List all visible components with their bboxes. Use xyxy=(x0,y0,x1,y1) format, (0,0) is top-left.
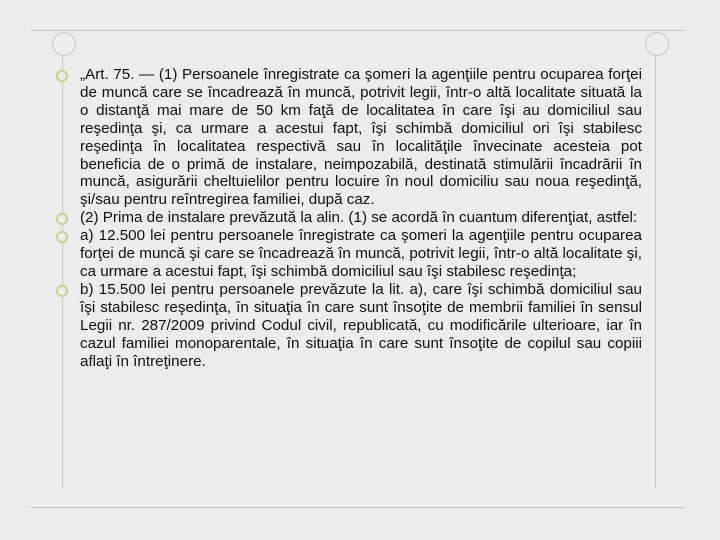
paragraph-text: b) 15.500 lei pentru persoanele prevăzute la lit. a), care îşi schimbă domiciliul sau îşi stabilesc reşedinţa, în situaţia în care sunt însoţite de membrii familiei în sensul Legii nr. 287/2009 privind Codul civil, republicată, cu modificările ulterioare, iar în cazul familiei monoparentale, în situaţia în care sunt însoţite de copilul sau copiii aflaţi în întreţinere. xyxy=(80,280,642,370)
article-content xyxy=(80,66,642,370)
paragraph-item-b xyxy=(80,281,642,371)
frame-right-edge xyxy=(655,48,656,488)
paragraph-article-75-1 xyxy=(80,66,642,209)
corner-circle-top-right xyxy=(645,32,669,56)
corner-circle-top-left xyxy=(52,32,76,56)
bullet-icon xyxy=(56,70,68,82)
paragraph-text: „Art. 75. — (1) Persoanele înregistrate ca şomeri la agenţiile pentru ocuparea forţei de muncă care se încadrează în muncă, potrivit legii, într-o altă localitate situată la o distanţă mai mare de 50 km faţă de localitatea în care îşi au domiciliul sau reşedinţa şi, ca urmare a acestui fapt, îşi schimbă domiciliul ori îşi stabilesc reşedinţa în localitatea respectivă sau în localităţile învecinate acesteia pot beneficia de o primă de instalare, neimpozabilă, destinată stimulării încadrării în muncă, asigurării cheltuielilor pentru locuire în noul domiciliu sau noua reşedinţă, şi/sau pentru reîntregirea familiei, după caz. xyxy=(80,66,642,209)
bullet-icon xyxy=(56,285,68,297)
paragraph-article-75-2 xyxy=(80,209,642,227)
paragraph-text: (2) Prima de instalare prevăzută la alin. (1) se acordă în cuantum diferenţiat, astfel: xyxy=(80,209,638,227)
paragraph-text: a) 12.500 lei pentru persoanele înregistrate ca şomeri la agenţiile pentru ocuparea forţei de muncă şi care se încadrează în muncă, potrivit legii, într-o altă localitate şi, ca urmare a acestui fapt, îşi schimbă domiciliul sau îşi stabilesc reşedinţa; xyxy=(80,227,642,280)
frame-left-edge xyxy=(62,48,63,488)
paragraph-item-a xyxy=(80,227,642,281)
